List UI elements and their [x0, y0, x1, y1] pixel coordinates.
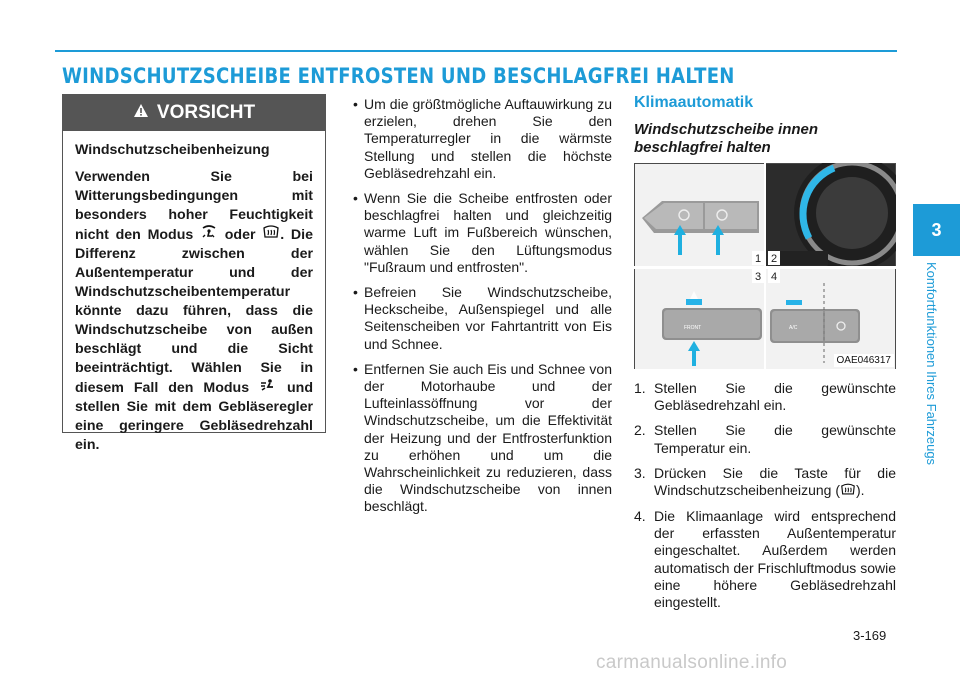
chapter-number: 3 — [931, 219, 942, 240]
bullet-dot: • — [353, 284, 358, 301]
step-number: 1. — [634, 380, 646, 396]
step-item — [634, 508, 896, 611]
caution-text — [75, 168, 313, 455]
caution-subheading: Windschutzscheibenheizung — [75, 142, 270, 158]
ac-button-label: A/C — [789, 325, 798, 331]
list-item — [353, 284, 612, 353]
floor-vent-mode-icon — [259, 378, 277, 398]
figure-label-2: 2 — [771, 253, 778, 265]
caution-header — [63, 95, 325, 131]
page-number: 3-169 — [853, 628, 887, 643]
figure-code: OAE046317 — [834, 354, 895, 367]
section-subtitle: Windschutzscheibe innen beschlagfrei halten — [634, 121, 819, 157]
bullet-dot: • — [353, 96, 358, 112]
caution-box — [62, 94, 326, 453]
caution-text-part-1: Verwenden Sie bei Witterungsbedingungen mit besonders hoher Feuchtigkeit nicht den Modus — [75, 169, 313, 243]
steps-list-container — [634, 380, 896, 619]
list-item — [353, 361, 612, 516]
figure-label-3: 3 — [755, 271, 762, 283]
step-item — [634, 422, 896, 456]
climate-panel-illustration — [634, 163, 896, 369]
steps-list — [634, 380, 896, 611]
bullet-text: Um die größtmögliche Auftauwirkung zu erzielen, drehen Sie den Temperaturregler in die wärmste Stellung und stellen die höchste Gebläsedrehzahl ein. — [364, 96, 612, 181]
step-text-end: ). — [856, 482, 865, 499]
section-title: Klimaautomatik — [634, 94, 754, 111]
step-number: 3. — [634, 464, 646, 481]
right-column — [634, 94, 896, 157]
step-item — [634, 380, 896, 414]
step-text: Drücken Sie die Taste für die Windschutzscheibenheizung ( — [654, 464, 896, 499]
figure-label-4: 4 — [771, 271, 778, 283]
climate-control-figure — [634, 163, 896, 369]
bullet-dot: • — [353, 190, 358, 207]
page-title: WINDSCHUTZSCHEIBE ENTFROSTEN UND BESCHLAGFREI HALTEN — [62, 64, 735, 88]
windshield-defrost-icon — [262, 225, 280, 245]
front-button-label: FRONT — [684, 325, 702, 331]
caution-text-part-3: . Die Differenz zwischen der Außentemperatur und der Windschutzscheibentemperatur könnte dazu führen, dass die Windschutzscheibe von außen beschlägt und die Sicht beeinträchtigt. Wählen Sie in diesem Fall den Modus — [75, 226, 313, 396]
caution-label: VORSICHT — [156, 102, 256, 123]
header-rule — [55, 50, 897, 52]
caution-text-part-2: oder — [224, 226, 256, 243]
step-text: Die Klimaanlage wird entsprechend der erfassten Außentemperatur eingeschaltet. Außerdem werden automatisch der Frischluftmodus sowie eine höhere Gebläsedrehzahl eingestellt. — [654, 507, 896, 610]
bullet-list — [353, 96, 612, 516]
watermark: carmanualsonline.info — [596, 652, 788, 673]
bullet-dot: • — [353, 360, 358, 377]
step-number: 2. — [634, 422, 646, 439]
warning-triangle-icon — [133, 102, 149, 124]
step-text: Stellen Sie die gewünschte Temperatur ein. — [654, 422, 896, 456]
bullet-text: Befreien Sie Windschutzscheibe, Heckscheibe, Außenspiegel und alle Seitenscheiben vor Fahrtantritt von Eis und Schnee. — [364, 284, 612, 352]
step-number: 4. — [634, 507, 646, 524]
list-item — [353, 190, 612, 276]
bullet-text: Wenn Sie die Scheibe entfrosten oder beschlagfrei halten und gleichzeitig warme Luft im Fußbereich wünschen, wählen Sie den Lüftungsmodus "Fußraum und entfrosten". — [364, 190, 612, 275]
list-item — [353, 96, 612, 182]
bullet-column — [353, 96, 612, 524]
step-item — [634, 465, 896, 500]
floor-defrost-mode-icon — [200, 225, 218, 245]
figure-label-1: 1 — [755, 253, 762, 265]
caution-body — [63, 131, 325, 455]
windshield-defrost-icon — [840, 483, 856, 500]
bullet-text: Entfernen Sie auch Eis und Schnee von der Motorhaube und der Lufteinlassöffnung vor der Windschutzscheibe, um die Effektivität der Heizung und der Entfrosterfunktion zu erhöhen und um die Wahrscheinlichkeit zu reduzieren, dass die Windschutzscheibe von innen beschlägt. — [364, 360, 612, 515]
step-text: Stellen Sie die gewünschte Gebläsedrehzahl ein. — [654, 380, 896, 414]
caution-text-part-4: und stellen Sie mit dem Gebläseregler eine geringere Gebläsedrehzahl ein. — [75, 379, 313, 453]
chapter-title-text: Komfortfunktionen Ihres Fahrzeugs — [924, 262, 939, 466]
chapter-tab — [913, 204, 960, 256]
chapter-side-title — [922, 262, 940, 492]
